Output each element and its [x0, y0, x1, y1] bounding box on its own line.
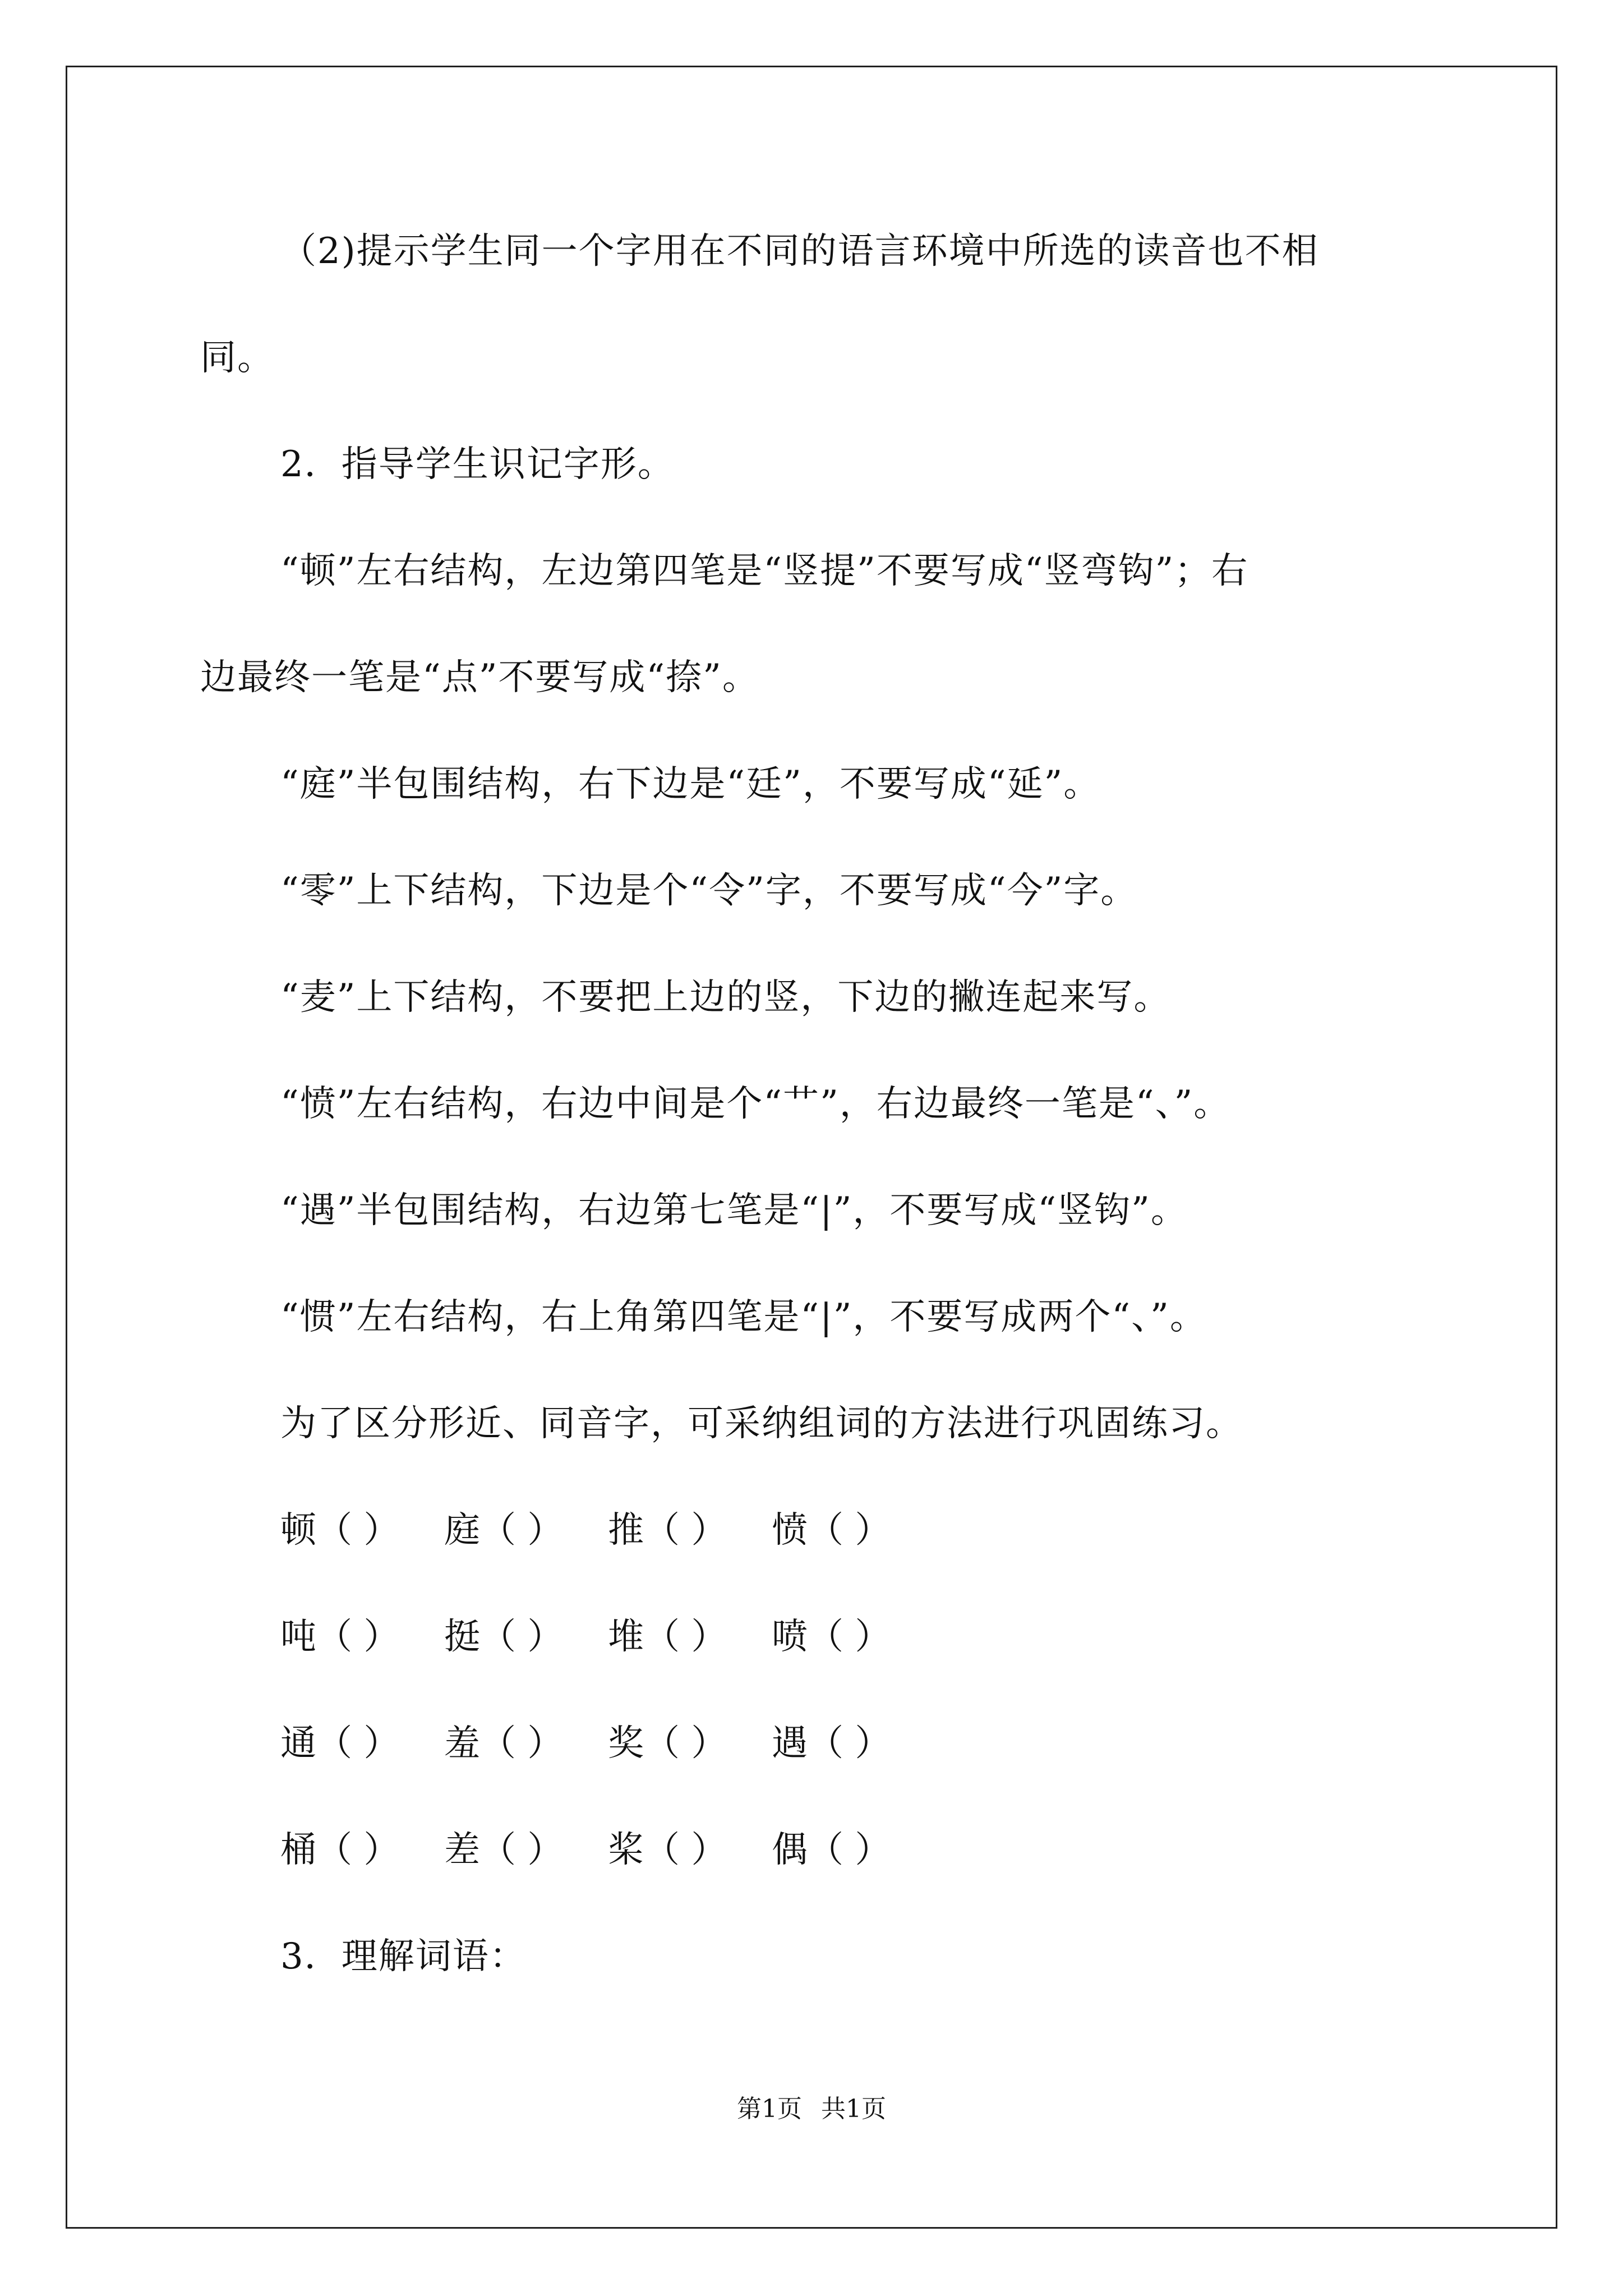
- paragraph-ting: “庭”半包围结构，右下边是“廷”，不要写成“延”。: [280, 763, 1101, 805]
- exercise-item: 吨（ ）: [280, 1616, 400, 1658]
- heading-2: 2．指导学生识记字形。: [280, 444, 675, 485]
- paragraph-exercise-intro: 为了区分形近、同音字，可采纳组词的方法进行巩固练习。: [280, 1403, 1243, 1444]
- paragraph-yu: “遇”半包围结构，右边第七笔是“|”，不要写成“竖钩”。: [280, 1190, 1188, 1231]
- paragraph-fen: “愤”左右结构，右边中间是个“艹”，右边最终一笔是“、”。: [280, 1083, 1231, 1125]
- exercise-item: 堆（ ）: [608, 1616, 727, 1658]
- exercise-item: 庭（ ）: [444, 1510, 564, 1551]
- exercise-item: 偶（ ）: [772, 1829, 891, 1871]
- page-number-current: 第1页: [737, 2095, 802, 2123]
- exercise-row: [280, 1508, 935, 1553]
- paragraph-1-cont: 同。: [200, 337, 274, 379]
- exercise-item: 喷（ ）: [772, 1616, 891, 1658]
- exercise-item: 挺（ ）: [444, 1616, 564, 1658]
- page-number-total: 共1页: [821, 2095, 886, 2123]
- paragraph-1: （2)提示学生同一个字用在不同的语言环境中所选的读音也不相: [280, 231, 1319, 272]
- exercise-item: 推（ ）: [608, 1510, 727, 1551]
- paragraph-guan: “惯”左右结构，右上角第四笔是“|”，不要写成两个“、”。: [280, 1296, 1207, 1338]
- exercise-item: 顿（ ）: [280, 1510, 400, 1551]
- paragraph-dun: “顿”左右结构，左边第四笔是“竖提”不要写成“竖弯钩”；右: [280, 550, 1249, 592]
- paragraph-ling: “零”上下结构，下边是个“令”字，不要写成“今”字。: [280, 870, 1138, 912]
- exercise-item: 愤（ ）: [772, 1510, 891, 1551]
- exercise-row: [280, 1828, 935, 1872]
- paragraph-mai: “麦”上下结构，不要把上边的竖，下边的撇连起来写。: [280, 977, 1171, 1018]
- page-border: [66, 66, 1557, 2229]
- exercise-item: 遇（ ）: [772, 1723, 891, 1764]
- page-footer: [0, 2093, 1623, 2125]
- exercise-item: 通（ ）: [280, 1723, 400, 1764]
- exercise-item: 奖（ ）: [608, 1723, 727, 1764]
- exercise-item: 差（ ）: [444, 1829, 564, 1871]
- exercise-item: 羞（ ）: [444, 1723, 564, 1764]
- paragraph-dun-cont: 边最终一笔是“点”不要写成“捺”。: [200, 657, 759, 698]
- exercise-row: [280, 1614, 935, 1659]
- heading-3: 3．理解词语：: [280, 1936, 527, 1977]
- exercise-item: 桨（ ）: [608, 1829, 727, 1871]
- exercise-row: [280, 1721, 935, 1766]
- exercise-item: 桶（ ）: [280, 1829, 400, 1871]
